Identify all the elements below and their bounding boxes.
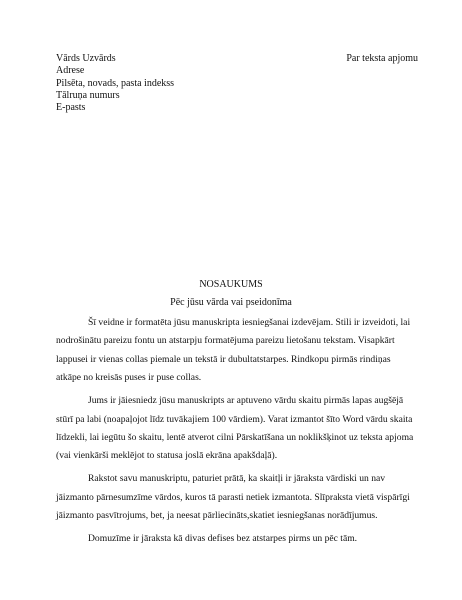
author-email: E-pasts (56, 102, 86, 114)
author-name: Vārds Uzvārds (56, 53, 116, 64)
body-paragraph: Šī veidne ir formatēta jūsu manuskripta iesniegšanai izdevējam. Stili ir izveidoti, lai nodrošinātu pareizu fontu un atstarpju formatējuma pareizu lietošanu tekstam. Visapkārt lappusei ir vienas collas piemale un tekstā ir dubultatstarpes. Rindkopu pirmās rindiņas atkāpe no kreisās puses ir puse collas. (56, 317, 411, 384)
author-city-line: Pilsēta, novads, pasta indekss (56, 77, 175, 89)
body-paragraph: Rakstot savu manuskriptu, paturiet prātā, ka skaitļi ir jāraksta vārdiski un nav jāizmanto pārnesumzīme vārdos, kuros tā parasti netiek izmantota. Slīpraksta vietā vispārīgi jāizmanto pasvītrojums, bet, ja neesat pārliecināts,skatiet iesniegšanas norādījumus. (56, 473, 410, 522)
manuscript-body (56, 314, 414, 553)
body-paragraph: Jums ir jāiesniedz jūsu manuskripts ar aptuveno vārdu skaitu pirmās lapas augšējā stūrī pa labi (noapaļojot līdz tuvākajiem 100 vārdiem). Varat izmantot šīto Word vārdu skaita līdzekli, lai iegūtu šo skaitu, lentē atverot cilni Pārskatīšana un noklikšķinot uz teksta apjoma (vai vienkārši meklējot to statusa joslā ekrāna apakšdaļā). (56, 395, 414, 462)
author-contact-block (56, 53, 174, 114)
manuscript-title: NOSAUKUMS (199, 279, 263, 290)
author-address: Adrese (56, 65, 85, 77)
author-phone: Tālruņa numurs (56, 89, 120, 101)
manuscript-byline: Pēc jūsu vārda vai pseidonīma (170, 297, 292, 308)
word-count-label: Par teksta apjomu (346, 53, 418, 64)
body-paragraph: Domuzīme ir jāraksta kā divas defises bez atstarpes pirms un pēc tām. (88, 533, 358, 545)
